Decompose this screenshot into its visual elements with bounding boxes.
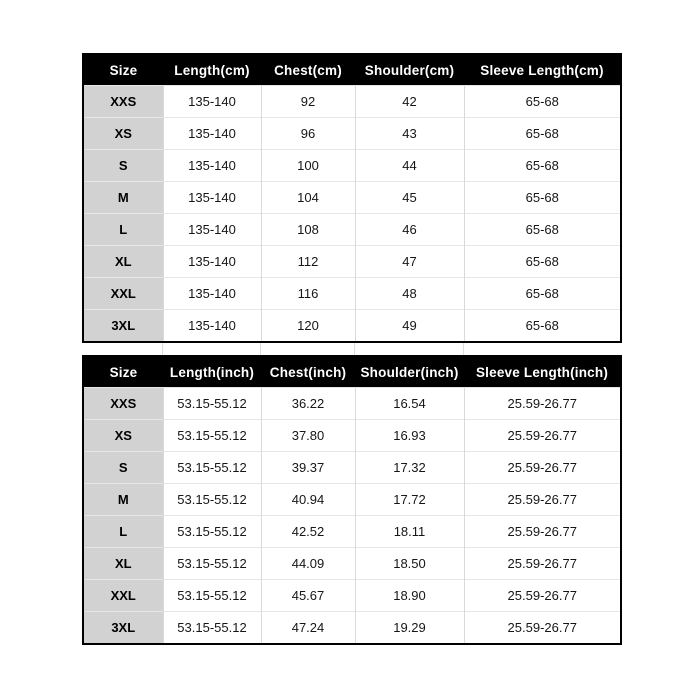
measurement-cell: 49 bbox=[355, 310, 464, 343]
measurement-cell: 37.80 bbox=[261, 420, 355, 452]
table-row bbox=[83, 86, 621, 118]
header-chest-inch: Chest(inch) bbox=[261, 356, 355, 388]
table-row bbox=[83, 246, 621, 278]
table-row bbox=[83, 278, 621, 310]
measurement-cell: 16.93 bbox=[355, 420, 464, 452]
size-label-cell: S bbox=[83, 452, 163, 484]
measurement-cell: 135-140 bbox=[163, 150, 261, 182]
measurement-cell: 46 bbox=[355, 214, 464, 246]
size-table-cm-header bbox=[83, 54, 621, 86]
measurement-cell: 53.15-55.12 bbox=[163, 580, 261, 612]
measurement-cell: 65-68 bbox=[464, 86, 621, 118]
measurement-cell: 65-68 bbox=[464, 246, 621, 278]
size-label-cell: S bbox=[83, 150, 163, 182]
size-chart bbox=[82, 53, 622, 645]
measurement-cell: 135-140 bbox=[163, 86, 261, 118]
measurement-cell: 18.90 bbox=[355, 580, 464, 612]
table-row bbox=[83, 182, 621, 214]
measurement-cell: 25.59-26.77 bbox=[464, 484, 621, 516]
header-chest-cm: Chest(cm) bbox=[261, 54, 355, 86]
table-row bbox=[83, 580, 621, 612]
table-row bbox=[83, 612, 621, 645]
size-label-cell: L bbox=[83, 516, 163, 548]
measurement-cell: 43 bbox=[355, 118, 464, 150]
table-row bbox=[83, 310, 621, 343]
measurement-cell: 135-140 bbox=[163, 118, 261, 150]
size-label-cell: 3XL bbox=[83, 612, 163, 645]
spacer-row bbox=[82, 343, 622, 355]
spacer-cell bbox=[162, 343, 260, 355]
measurement-cell: 45 bbox=[355, 182, 464, 214]
spacer-cell bbox=[463, 343, 622, 355]
measurement-cell: 25.59-26.77 bbox=[464, 612, 621, 645]
measurement-cell: 25.59-26.77 bbox=[464, 388, 621, 420]
table-row bbox=[83, 388, 621, 420]
size-label-cell: XXL bbox=[83, 278, 163, 310]
measurement-cell: 100 bbox=[261, 150, 355, 182]
header-size: Size bbox=[83, 54, 163, 86]
measurement-cell: 135-140 bbox=[163, 182, 261, 214]
measurement-cell: 25.59-26.77 bbox=[464, 420, 621, 452]
measurement-cell: 96 bbox=[261, 118, 355, 150]
measurement-cell: 65-68 bbox=[464, 118, 621, 150]
measurement-cell: 44 bbox=[355, 150, 464, 182]
measurement-cell: 25.59-26.77 bbox=[464, 452, 621, 484]
measurement-cell: 65-68 bbox=[464, 150, 621, 182]
size-label-cell: M bbox=[83, 182, 163, 214]
measurement-cell: 53.15-55.12 bbox=[163, 452, 261, 484]
measurement-cell: 18.50 bbox=[355, 548, 464, 580]
table-gap-spacer bbox=[82, 343, 622, 355]
table-row bbox=[83, 214, 621, 246]
measurement-cell: 53.15-55.12 bbox=[163, 612, 261, 645]
measurement-cell: 108 bbox=[261, 214, 355, 246]
size-table-inch-body bbox=[83, 388, 621, 645]
table-row bbox=[83, 548, 621, 580]
measurement-cell: 65-68 bbox=[464, 182, 621, 214]
size-label-cell: L bbox=[83, 214, 163, 246]
header-shoulder-inch: Shoulder(inch) bbox=[355, 356, 464, 388]
spacer-cell bbox=[82, 343, 162, 355]
table-row bbox=[83, 516, 621, 548]
header-row bbox=[83, 54, 621, 86]
measurement-cell: 112 bbox=[261, 246, 355, 278]
table-row bbox=[83, 484, 621, 516]
size-label-cell: M bbox=[83, 484, 163, 516]
size-label-cell: XXL bbox=[83, 580, 163, 612]
size-label-cell: XXS bbox=[83, 388, 163, 420]
measurement-cell: 47.24 bbox=[261, 612, 355, 645]
measurement-cell: 53.15-55.12 bbox=[163, 420, 261, 452]
measurement-cell: 17.32 bbox=[355, 452, 464, 484]
size-table-inch bbox=[82, 355, 622, 645]
header-length-inch: Length(inch) bbox=[163, 356, 261, 388]
size-label-cell: XL bbox=[83, 246, 163, 278]
size-label-cell: XS bbox=[83, 118, 163, 150]
measurement-cell: 19.29 bbox=[355, 612, 464, 645]
size-label-cell: XL bbox=[83, 548, 163, 580]
measurement-cell: 53.15-55.12 bbox=[163, 484, 261, 516]
measurement-cell: 53.15-55.12 bbox=[163, 548, 261, 580]
measurement-cell: 135-140 bbox=[163, 278, 261, 310]
measurement-cell: 92 bbox=[261, 86, 355, 118]
size-label-cell: 3XL bbox=[83, 310, 163, 343]
measurement-cell: 135-140 bbox=[163, 214, 261, 246]
measurement-cell: 44.09 bbox=[261, 548, 355, 580]
measurement-cell: 65-68 bbox=[464, 214, 621, 246]
size-table-cm bbox=[82, 53, 622, 343]
header-length-cm: Length(cm) bbox=[163, 54, 261, 86]
measurement-cell: 45.67 bbox=[261, 580, 355, 612]
measurement-cell: 48 bbox=[355, 278, 464, 310]
measurement-cell: 18.11 bbox=[355, 516, 464, 548]
header-sleeve-cm: Sleeve Length(cm) bbox=[464, 54, 621, 86]
header-size: Size bbox=[83, 356, 163, 388]
measurement-cell: 135-140 bbox=[163, 246, 261, 278]
measurement-cell: 36.22 bbox=[261, 388, 355, 420]
measurement-cell: 39.37 bbox=[261, 452, 355, 484]
measurement-cell: 42 bbox=[355, 86, 464, 118]
measurement-cell: 120 bbox=[261, 310, 355, 343]
table-row bbox=[83, 118, 621, 150]
measurement-cell: 47 bbox=[355, 246, 464, 278]
measurement-cell: 116 bbox=[261, 278, 355, 310]
measurement-cell: 16.54 bbox=[355, 388, 464, 420]
measurement-cell: 40.94 bbox=[261, 484, 355, 516]
measurement-cell: 135-140 bbox=[163, 310, 261, 343]
table-row bbox=[83, 452, 621, 484]
measurement-cell: 25.59-26.77 bbox=[464, 516, 621, 548]
measurement-cell: 25.59-26.77 bbox=[464, 548, 621, 580]
measurement-cell: 53.15-55.12 bbox=[163, 388, 261, 420]
table-row bbox=[83, 420, 621, 452]
header-shoulder-cm: Shoulder(cm) bbox=[355, 54, 464, 86]
measurement-cell: 65-68 bbox=[464, 278, 621, 310]
spacer-cell bbox=[260, 343, 354, 355]
size-label-cell: XXS bbox=[83, 86, 163, 118]
measurement-cell: 65-68 bbox=[464, 310, 621, 343]
measurement-cell: 104 bbox=[261, 182, 355, 214]
size-table-inch-header bbox=[83, 356, 621, 388]
measurement-cell: 42.52 bbox=[261, 516, 355, 548]
spacer-cell bbox=[354, 343, 463, 355]
header-row bbox=[83, 356, 621, 388]
measurement-cell: 53.15-55.12 bbox=[163, 516, 261, 548]
size-label-cell: XS bbox=[83, 420, 163, 452]
header-sleeve-inch: Sleeve Length(inch) bbox=[464, 356, 621, 388]
measurement-cell: 17.72 bbox=[355, 484, 464, 516]
size-table-cm-body bbox=[83, 86, 621, 343]
table-row bbox=[83, 150, 621, 182]
measurement-cell: 25.59-26.77 bbox=[464, 580, 621, 612]
